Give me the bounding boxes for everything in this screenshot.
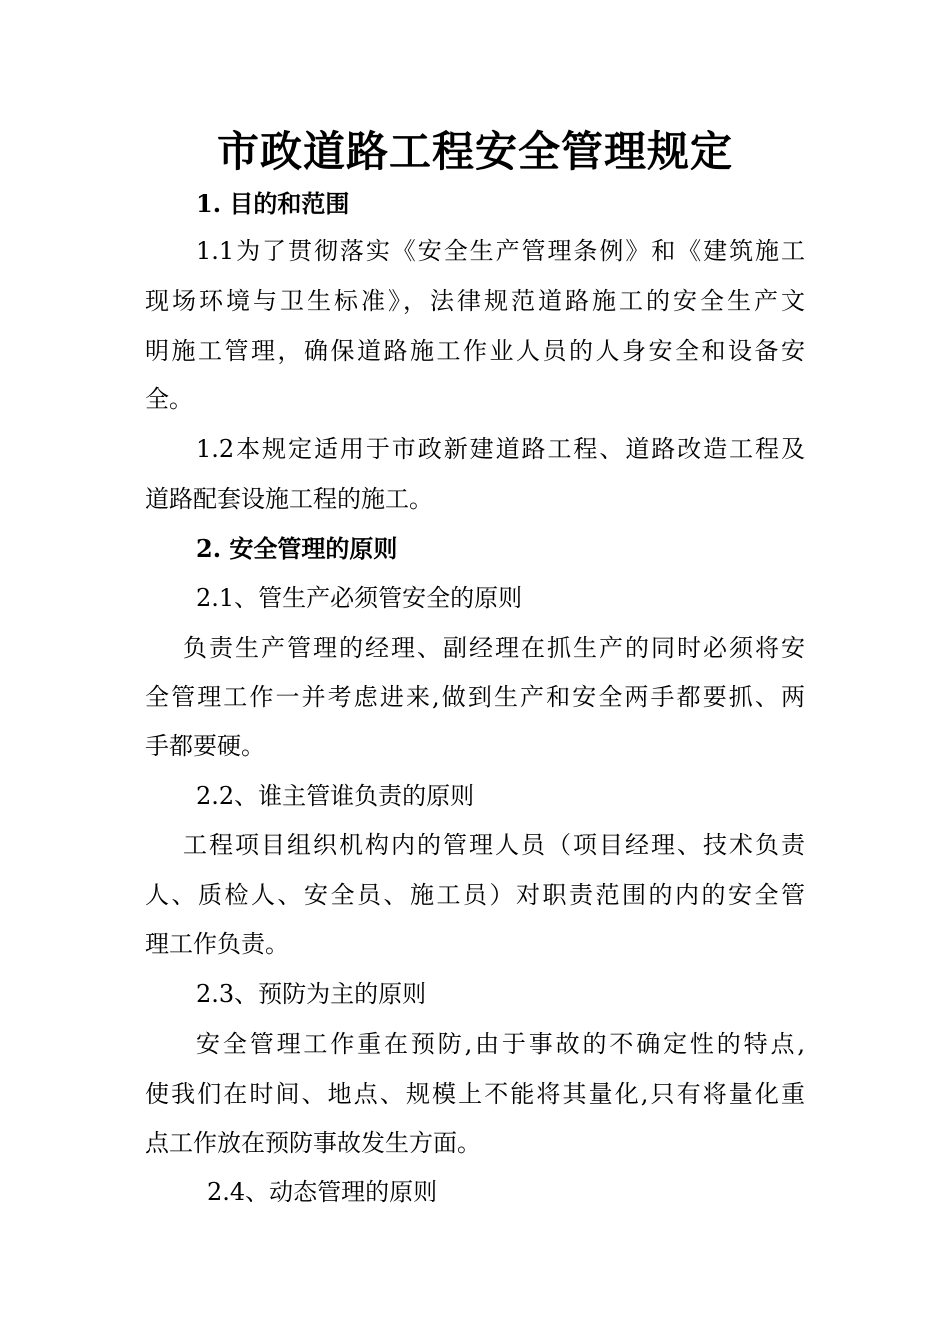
document-title: 市政道路工程安全管理规定 [216, 127, 733, 176]
paragraph-line: 点工作放在预防事故发生方面。 [145, 1129, 481, 1157]
paragraph-line: 工程项目组织机构内的管理人员（项目经理、技术负责 [183, 831, 805, 859]
paragraph-line: 1.1为了贯彻落实《安全生产管理条例》和《建筑施工 [196, 237, 805, 265]
paragraph-line: 理工作负责。 [145, 930, 289, 958]
paragraph-line: 道路配套设施工程的施工。 [145, 485, 433, 513]
section-heading-1: 1. 目的和范围 [196, 189, 350, 218]
paragraph-line: 人、质检人、安全员、施工员）对职责范围的内的安全管 [145, 881, 805, 909]
paragraph-line: 现场环境与卫生标准》，法律规范道路施工的安全生产文 [145, 287, 805, 315]
paragraph-line: 安全管理工作重在预防,由于事故的不确定性的特点, [196, 1030, 805, 1058]
section-heading-2: 2. 安全管理的原则 [196, 534, 398, 563]
paragraph-line: 使我们在时间、地点、规模上不能将其量化,只有将量化重 [145, 1080, 805, 1108]
paragraph-line: 明施工管理，确保道路施工作业人员的人身安全和设备安 [145, 337, 805, 365]
paragraph-line: 1.2本规定适用于市政新建道路工程、道路改造工程及 [196, 435, 805, 463]
paragraph-line: 全管理工作一并考虑进来,做到生产和安全两手都要抓、两 [145, 683, 805, 711]
subsection-heading: 2.2、谁主管谁负责的原则 [196, 782, 475, 810]
subsection-heading: 2.3、预防为主的原则 [196, 980, 427, 1008]
subsection-heading: 2.4、动态管理的原则 [207, 1178, 438, 1206]
paragraph-line: 负责生产管理的经理、副经理在抓生产的同时必须将安 [183, 634, 805, 662]
paragraph-line: 手都要硬。 [145, 732, 265, 760]
subsection-heading: 2.1、管生产必须管安全的原则 [196, 584, 523, 612]
paragraph-line: 全。 [145, 385, 193, 413]
